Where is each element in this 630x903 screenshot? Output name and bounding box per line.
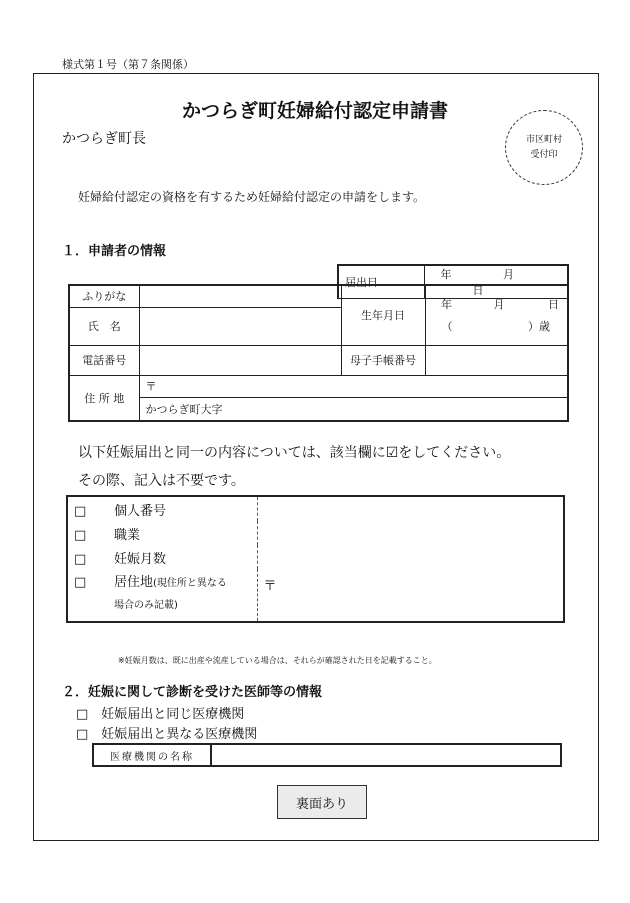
phone-field[interactable] [139,345,341,375]
checklist-row [67,569,564,622]
postal-code-field[interactable] [139,375,568,397]
option-different-facility[interactable]: □ 妊娠届出と異なる医療機関 [76,727,258,742]
addressee: かつらぎ町長 [62,131,146,147]
address-field[interactable] [139,397,568,421]
submit-date-field[interactable]: 年 月 日 [424,265,568,299]
checkbox[interactable]: □ [74,575,87,590]
checklist-label: 職業 [114,527,141,543]
postal-mark: 〒 [263,579,277,594]
facility-name-label: 医療機関の名称 [94,745,212,765]
section2-heading: ２．妊娠に関して診断を受けた医師等の情報 [62,685,323,700]
checklist-table [66,495,565,623]
stamp-line2: 受付印 [530,149,558,160]
address-value: かつらぎ町大字 [145,402,223,416]
checklist-label-note2: 場合のみ記載) [114,600,178,611]
checklist-field[interactable] [257,521,564,545]
submit-date-label: 届出日 [338,265,424,299]
checklist-row [67,496,564,521]
checklist-label: 居住地 [114,575,154,590]
footnote: ※妊娠月数は、既に出産や流産している場合は、それらが確認された日を記載すること。 [118,656,437,665]
back-side-button[interactable]: 裏面あり [277,785,367,819]
stamp-line1: 市区町村 [525,134,562,145]
facility-name-box [92,743,562,767]
furigana-field[interactable] [139,285,341,307]
section1-heading: １．申請者の情報 [62,244,167,259]
reception-stamp [505,110,583,185]
handbook-field[interactable] [425,345,568,375]
facility-name-field[interactable] [212,745,560,765]
postal-mark: 〒 [145,380,157,393]
form-reference: 様式第１号（第７条関係） [62,58,194,71]
birthdate-label: 生年月日 [341,285,425,345]
name-field[interactable] [139,307,341,345]
instruction-line2: その際、記入は不要です。 [78,473,245,489]
checklist-field[interactable] [257,496,564,521]
applicant-table [68,284,569,422]
checkbox[interactable]: □ [74,503,87,519]
checkbox[interactable]: □ [74,527,87,543]
name-label: 氏 名 [69,307,139,345]
checklist-row [67,521,564,545]
checklist-label: 個人番号 [114,503,167,519]
phone-label: 電話番号 [69,345,139,375]
handbook-label: 母子手帳番号 [341,345,425,375]
checklist-field[interactable] [257,545,564,569]
checklist-label-note: (現住所と異なる [153,578,227,589]
address-label: 住 所 地 [69,375,139,421]
residence-field[interactable] [257,569,564,622]
intro-text: 妊婦給付認定の資格を有するため妊婦給付認定の申請をします。 [78,190,426,204]
checkbox[interactable]: □ [74,551,87,567]
option-same-facility[interactable]: □ 妊娠届出と同じ医療機関 [76,707,245,722]
birthdate-field[interactable]: 年 月 日 （ ）歳 [425,285,568,345]
checklist-row [67,545,564,569]
checklist-label: 妊娠月数 [114,551,167,567]
furigana-label: ふりがな [69,285,139,307]
page-title: かつらぎ町妊婦給付認定申請書 [181,100,448,122]
instruction-line1: 以下妊娠届出と同一の内容については、該当欄に☑をしてください。 [78,445,511,461]
